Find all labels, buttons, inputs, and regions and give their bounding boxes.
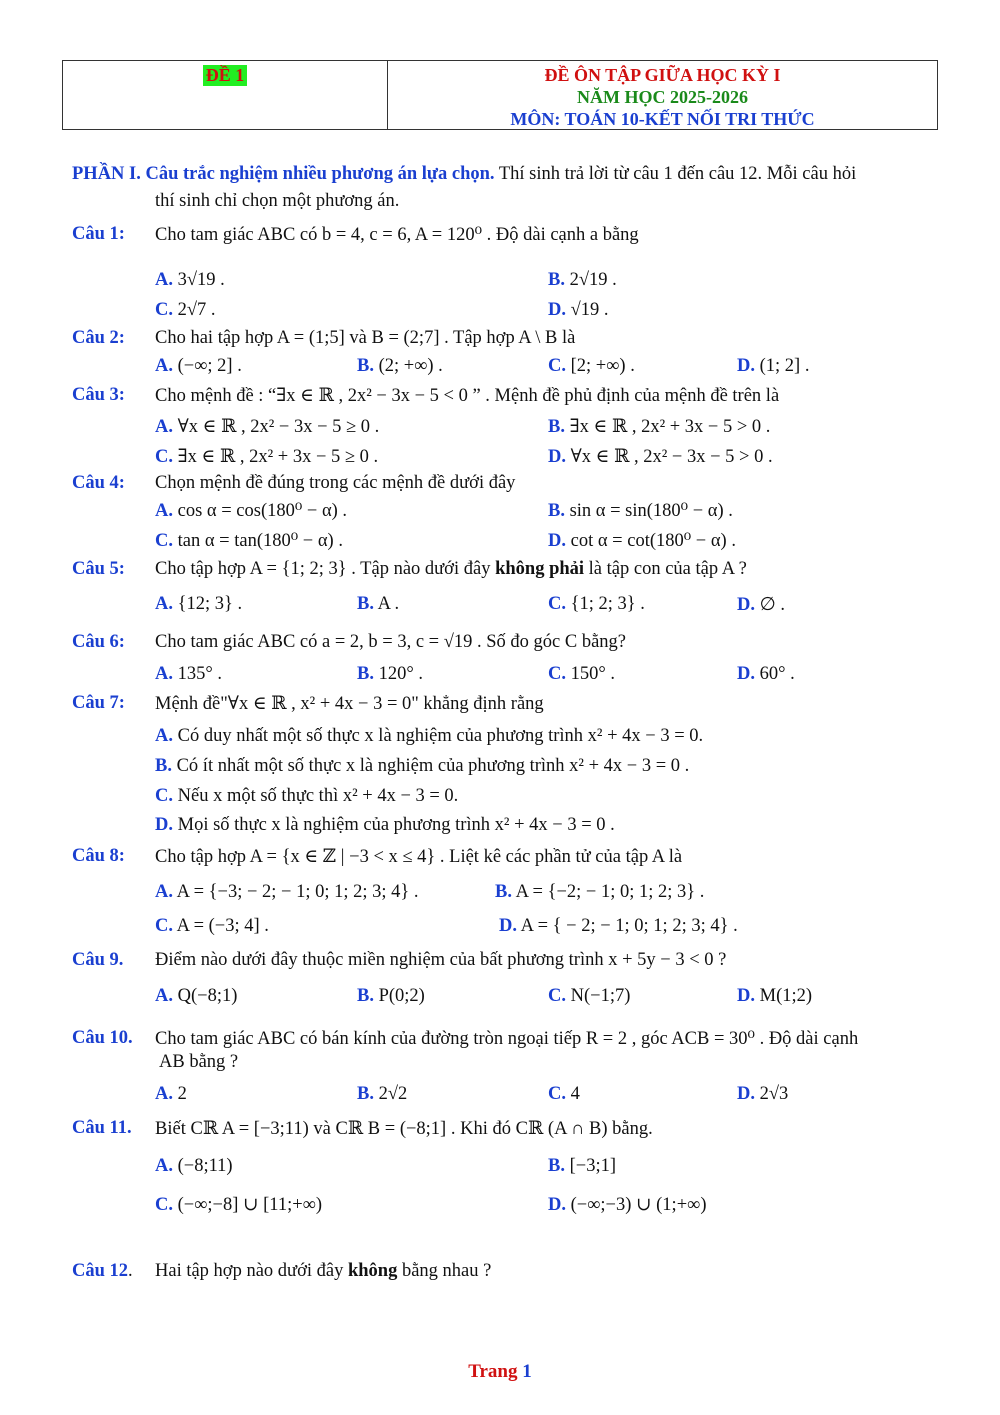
question-number: Câu 4: <box>72 473 125 493</box>
question-text: Cho mệnh đề : “∃x ∈ ℝ , 2x² − 3x − 5 < 0 ” . Mệnh đề phủ định của mệnh đề trên là <box>155 386 780 406</box>
question-text: Cho hai tập hợp A = (1;5] và B = (2;7] . Tập hợp A \ B là <box>155 328 576 348</box>
question-text-cont: AB bằng ? <box>159 1052 239 1072</box>
option-d[interactable]: D. ∀x ∈ ℝ , 2x² − 3x − 5 > 0 . <box>548 447 773 467</box>
option-b[interactable]: B. sin α = sin(180⁰ − α) . <box>548 501 733 521</box>
page-footer <box>0 1361 1000 1383</box>
school-year: NĂM HỌC 2025-2026 <box>577 87 748 107</box>
option-a[interactable]: A. 2 <box>155 1084 187 1104</box>
option-b[interactable]: B. Có ít nhất một số thực x là nghiệm của phương trình x² + 4x − 3 = 0 . <box>155 756 690 776</box>
option-a[interactable]: A. (−8;11) <box>155 1156 233 1176</box>
option-b[interactable]: B. ∃x ∈ ℝ , 2x² + 3x − 5 > 0 . <box>548 417 771 437</box>
option-b[interactable]: B. [−3;1] <box>548 1156 616 1176</box>
header-right-cell <box>388 61 937 129</box>
option-a[interactable]: A. Có duy nhất một số thực x là nghiệm của phương trình x² + 4x − 3 = 0. <box>155 726 704 746</box>
option-d[interactable]: D. √19 . <box>548 300 609 320</box>
part1-instruction-cont: thí sinh chỉ chọn một phương án. <box>155 191 400 211</box>
exam-code-badge: ĐỀ 1 <box>203 65 248 86</box>
option-c[interactable]: C. 2√7 . <box>155 300 216 320</box>
question-text: Mệnh đề"∀x ∈ ℝ , x² + 4x − 3 = 0" khẳng định rằng <box>155 694 544 714</box>
part1-intro <box>72 161 932 215</box>
option-a[interactable]: A. A = {−3; − 2; − 1; 0; 1; 2; 3; 4} . <box>155 882 419 902</box>
question-number: Câu 11. <box>72 1118 132 1138</box>
option-c[interactable]: C. N(−1;7) <box>548 986 631 1006</box>
question-number: Câu 10. <box>72 1028 133 1048</box>
option-a[interactable]: A. 3√19 . <box>155 270 225 290</box>
option-c[interactable]: C. 150° . <box>548 664 616 684</box>
option-d[interactable]: D. cot α = cot(180⁰ − α) . <box>548 531 736 551</box>
page-word: Trang <box>468 1361 518 1382</box>
option-b[interactable]: B. (2; +∞) . <box>357 356 443 376</box>
option-a[interactable]: A. (−∞; 2] . <box>155 356 242 376</box>
question-text: Biết Cℝ A = [−3;11) và Cℝ B = (−8;1] . Khi đó Cℝ (A ∩ B) bằng. <box>155 1119 653 1139</box>
option-d[interactable]: D. A = { − 2; − 1; 0; 1; 2; 3; 4} . <box>499 916 738 936</box>
option-c[interactable]: C. Nếu x một số thực thì x² + 4x − 3 = 0. <box>155 786 459 806</box>
option-d[interactable]: D. (−∞;−3) ∪ (1;+∞) <box>548 1195 707 1215</box>
question-text: Hai tập hợp nào dưới đây không bằng nhau ? <box>155 1261 492 1281</box>
question-number: Câu 8: <box>72 846 125 866</box>
option-c[interactable]: C. (−∞;−8] ∪ [11;+∞) <box>155 1195 323 1215</box>
question-text: Cho tam giác ABC có a = 2, b = 3, c = √19 . Số đo góc C bằng? <box>155 632 627 652</box>
option-c[interactable]: C. A = (−3; 4] . <box>155 916 269 936</box>
question-text: Cho tập hợp A = {x ∈ ℤ | −3 < x ≤ 4} . Liệt kê các phần tử của tập A là <box>155 847 683 867</box>
option-c[interactable]: C. 4 <box>548 1084 580 1104</box>
exam-title: ĐỀ ÔN TẬP GIỮA HỌC KỲ I <box>544 65 781 85</box>
option-a[interactable]: A. 135° . <box>155 664 223 684</box>
header-left-cell <box>63 61 388 129</box>
question-text: Cho tam giác ABC có bán kính của đường tròn ngoại tiếp R = 2 , góc ACB = 30⁰ . Độ dài cạnh <box>155 1029 859 1049</box>
option-d[interactable]: D. 60° . <box>737 664 795 684</box>
part1-instruction: Thí sinh trả lời từ câu 1 đến câu 12. Mỗi câu hỏi <box>494 164 857 184</box>
question-number: Câu 7: <box>72 693 125 713</box>
option-d[interactable]: D. M(1;2) <box>737 986 813 1006</box>
option-b[interactable]: B. 2√2 <box>357 1084 408 1104</box>
question-number: Câu 1: <box>72 224 125 244</box>
question-text: Cho tập hợp A = {1; 2; 3} . Tập nào dưới đây không phải là tập con của tập A ? <box>155 559 747 579</box>
option-d[interactable]: D. ∅ . <box>737 595 785 615</box>
question-text: Cho tam giác ABC có b = 4, c = 6, A = 120⁰ . Độ dài cạnh a bằng <box>155 225 639 245</box>
question-number: Câu 9. <box>72 950 124 970</box>
question-number: Câu 12. <box>72 1261 133 1281</box>
option-c[interactable]: C. tan α = tan(180⁰ − α) . <box>155 531 343 551</box>
exam-header <box>62 60 938 130</box>
option-d[interactable]: D. Mọi số thực x là nghiệm của phương trình x² + 4x − 3 = 0 . <box>155 815 615 835</box>
question-text: Chọn mệnh đề đúng trong các mệnh đề dưới đây <box>155 473 516 493</box>
option-a[interactable]: A. cos α = cos(180⁰ − α) . <box>155 501 348 521</box>
option-a[interactable]: A. ∀x ∈ ℝ , 2x² − 3x − 5 ≥ 0 . <box>155 417 380 437</box>
option-b[interactable]: B. 120° . <box>357 664 423 684</box>
option-d[interactable]: D. (1; 2] . <box>737 356 810 376</box>
option-b[interactable]: B. 2√19 . <box>548 270 617 290</box>
option-b[interactable]: B. A . <box>357 594 400 614</box>
question-text: Điểm nào dưới đây thuộc miền nghiệm của bất phương trình x + 5y − 3 < 0 ? <box>155 950 727 970</box>
page-number: 1 <box>522 1361 532 1382</box>
option-b[interactable]: B. P(0;2) <box>357 986 425 1006</box>
part1-title: PHẦN I. Câu trắc nghiệm nhiều phương án lựa chọn. <box>72 164 495 184</box>
question-number: Câu 5: <box>72 559 125 579</box>
option-d[interactable]: D. 2√3 <box>737 1084 789 1104</box>
question-number: Câu 6: <box>72 632 125 652</box>
option-c[interactable]: C. [2; +∞) . <box>548 356 635 376</box>
option-a[interactable]: A. Q(−8;1) <box>155 986 238 1006</box>
question-number: Câu 2: <box>72 328 125 348</box>
option-c[interactable]: C. ∃x ∈ ℝ , 2x² + 3x − 5 ≥ 0 . <box>155 447 379 467</box>
option-a[interactable]: A. {12; 3} . <box>155 594 243 614</box>
option-b[interactable]: B. A = {−2; − 1; 0; 1; 2; 3} . <box>495 882 705 902</box>
option-c[interactable]: C. {1; 2; 3} . <box>548 594 645 614</box>
subject: MÔN: TOÁN 10-KẾT NỐI TRI THỨC <box>510 109 815 129</box>
question-number: Câu 3: <box>72 385 125 405</box>
